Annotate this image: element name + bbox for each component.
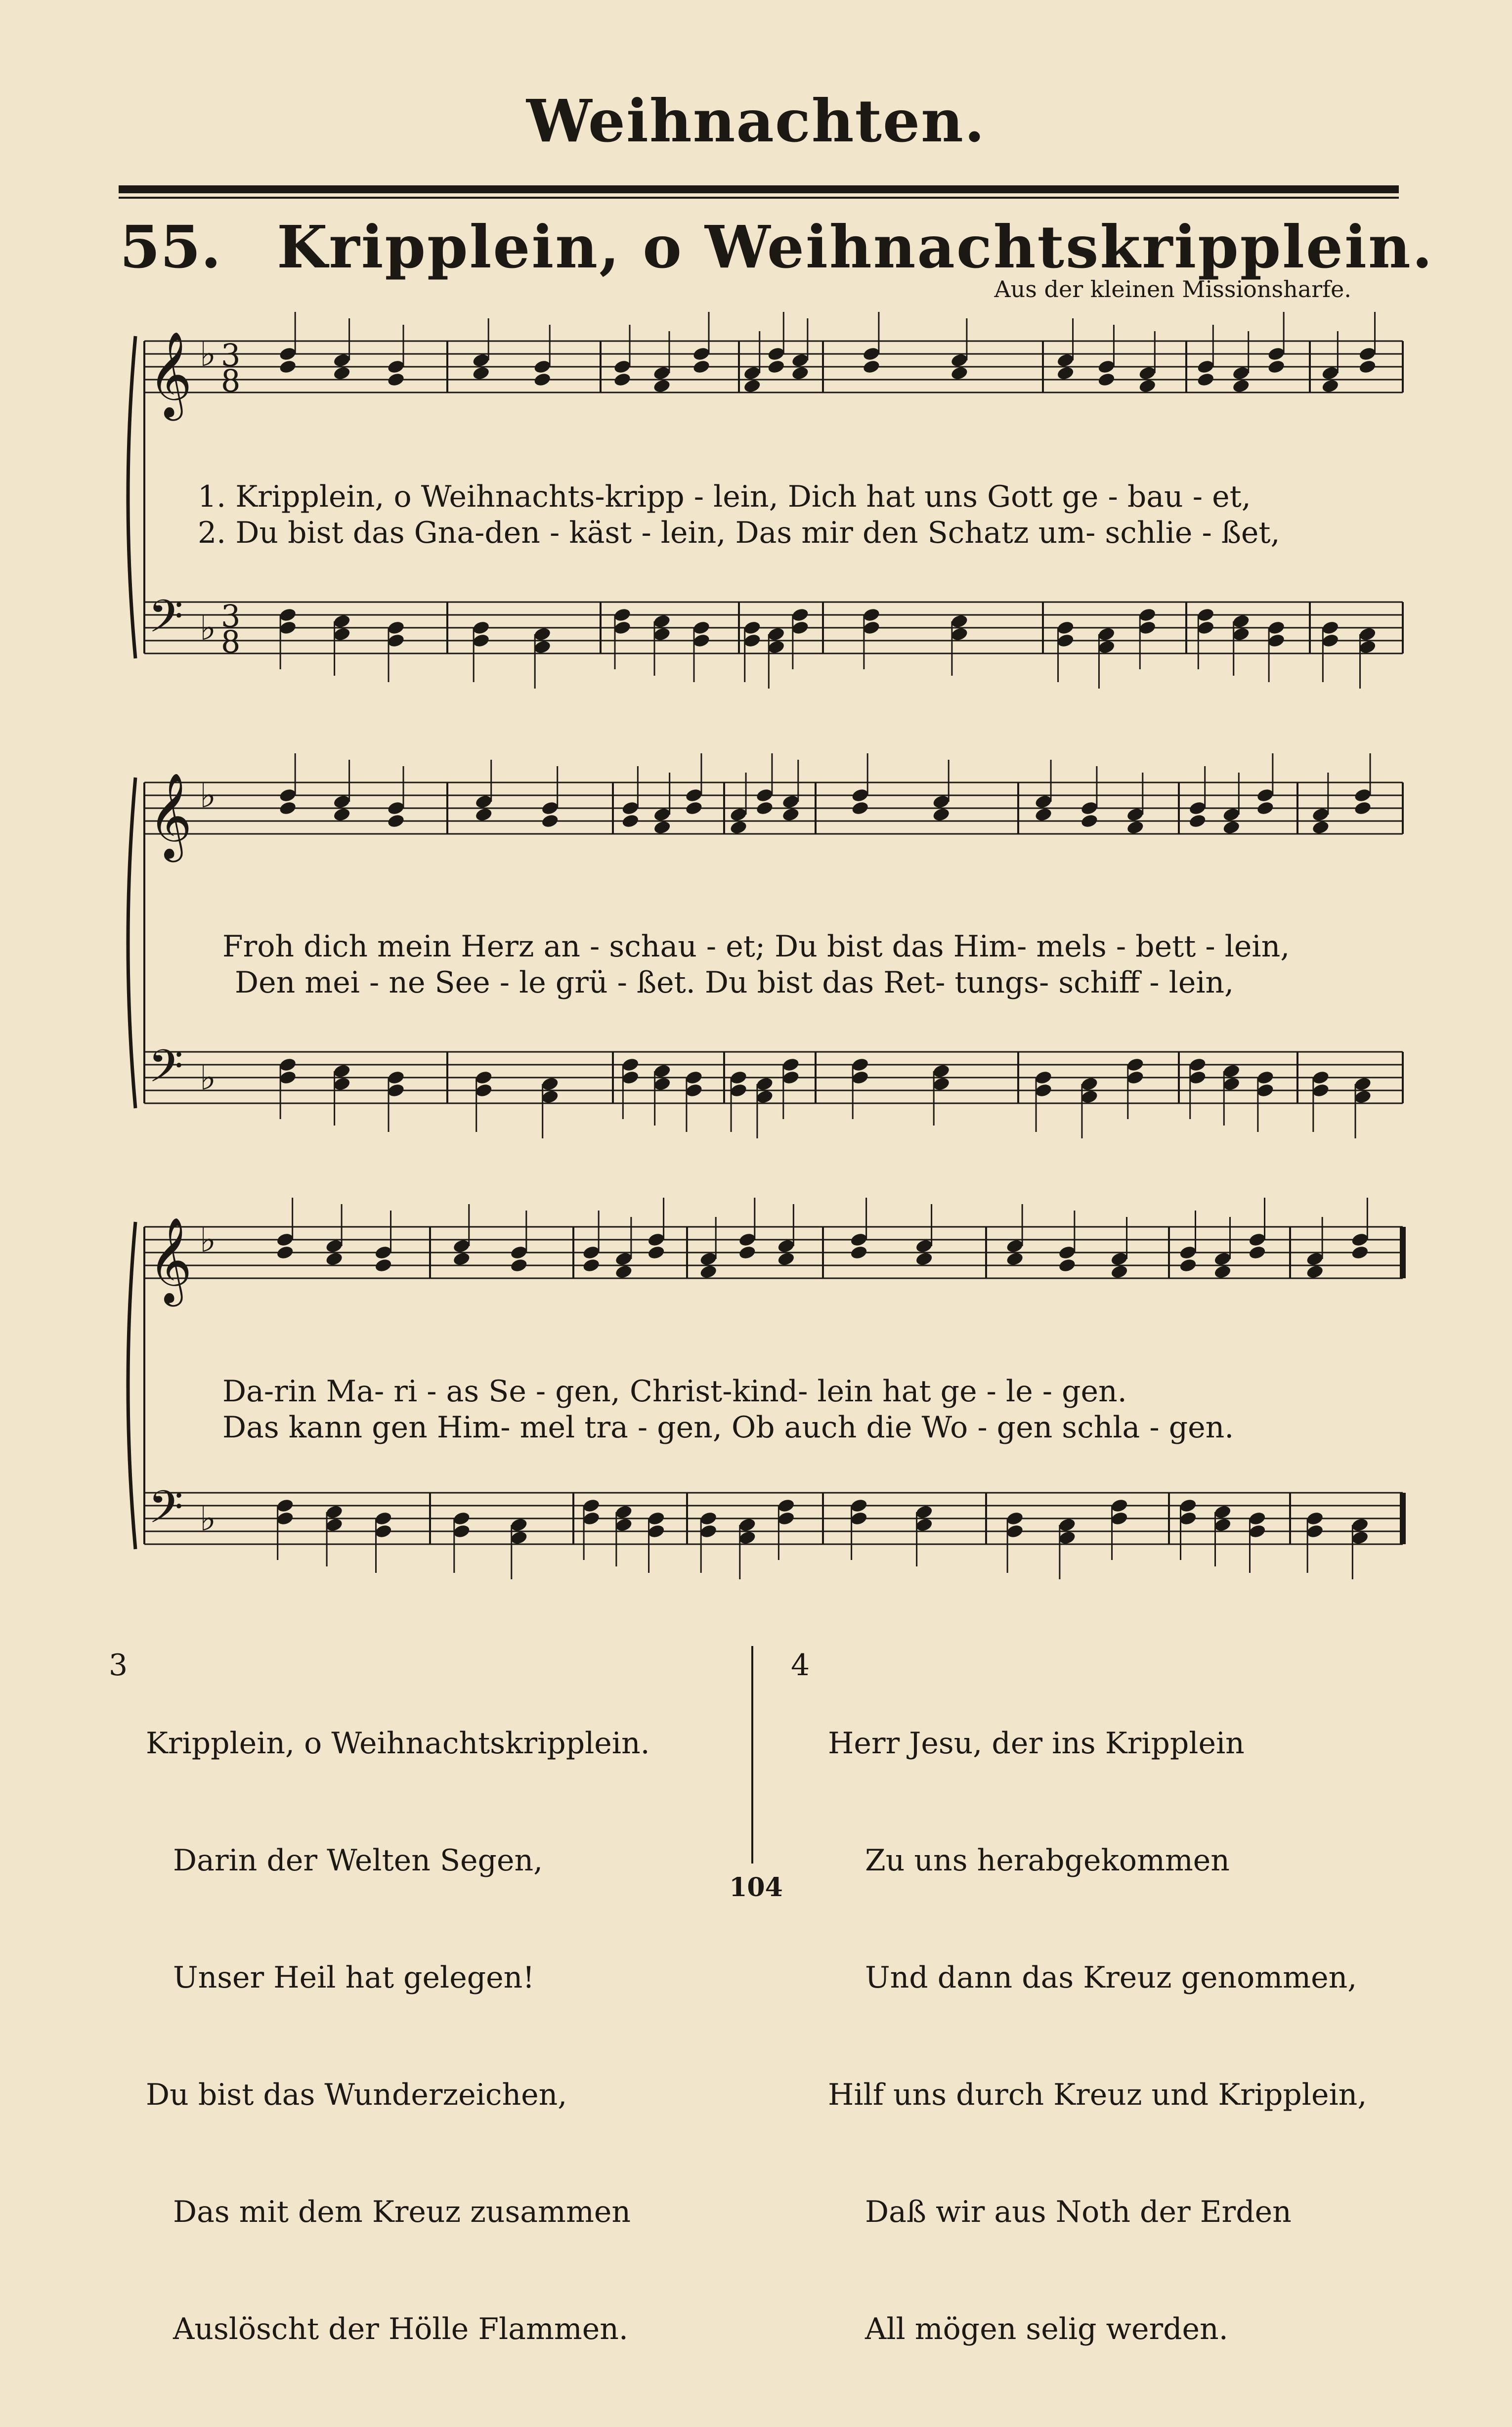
notehead (1034, 807, 1053, 823)
notehead (1248, 1232, 1267, 1248)
notehead (1056, 365, 1075, 381)
notehead (278, 620, 297, 636)
notehead (533, 626, 552, 642)
notehead (276, 1245, 295, 1260)
notehead (755, 787, 774, 803)
song-source: Aus der kleinen Missionsharfe. (994, 276, 1351, 303)
notehead (699, 1523, 718, 1539)
notehead (1358, 626, 1377, 642)
notehead (374, 1523, 393, 1539)
notehead (1351, 1517, 1370, 1533)
notehead (613, 372, 632, 388)
notehead (791, 352, 810, 368)
song-number: 55. (120, 213, 221, 281)
notehead (685, 1083, 703, 1098)
notehead (1311, 807, 1330, 823)
notehead (699, 1264, 718, 1280)
notehead (1222, 807, 1241, 823)
notehead (325, 1251, 344, 1267)
notehead (647, 1245, 666, 1260)
bass-clef-icon: 𝄢 (148, 1040, 183, 1103)
notehead (653, 1076, 672, 1092)
notehead (950, 613, 969, 629)
stanza-line: Unser Heil hat gelegen! (173, 1960, 535, 1995)
notehead (333, 365, 351, 381)
flat-icon: ♭ (200, 334, 216, 374)
notehead (1232, 626, 1251, 642)
notehead (767, 639, 785, 655)
notehead (325, 1504, 344, 1520)
notehead (777, 1498, 796, 1514)
notehead (915, 1517, 934, 1533)
notehead (1056, 352, 1075, 368)
notehead (278, 607, 297, 623)
notehead (1080, 813, 1099, 829)
notehead (767, 359, 785, 375)
notehead (1353, 800, 1372, 816)
notehead (781, 807, 800, 823)
brace (128, 336, 135, 658)
notehead (1110, 1498, 1129, 1514)
notehead (1179, 1511, 1198, 1526)
notehead (915, 1238, 934, 1254)
notehead (1222, 820, 1241, 835)
notehead (475, 1070, 493, 1085)
notehead (1232, 365, 1251, 381)
notehead (1138, 365, 1157, 381)
notehead (278, 359, 297, 375)
time-signature-numerator: 3 (221, 598, 241, 634)
notehead (387, 633, 405, 649)
notehead (387, 359, 405, 375)
notehead (533, 639, 552, 655)
notehead (278, 800, 297, 816)
time-signature-denominator: 8 (221, 624, 241, 660)
notehead (1005, 1523, 1024, 1539)
stanza-3 (146, 1646, 650, 2427)
notehead (1179, 1498, 1198, 1514)
notehead (1126, 807, 1145, 823)
stanza-line: Kripplein, o Weihnachtskripplein. (146, 1726, 650, 1761)
notehead (333, 807, 351, 823)
song-title: Kripplein, o Weihnachtskripplein. (277, 213, 1434, 281)
notehead (699, 1511, 718, 1526)
brace (128, 1222, 135, 1549)
notehead (850, 1245, 868, 1260)
notehead (1126, 820, 1145, 835)
stanza-line: Das mit dem Kreuz zusammen (173, 2195, 631, 2229)
notehead (777, 1511, 796, 1526)
notehead (621, 800, 640, 816)
notehead (325, 1517, 344, 1533)
lyric-line-s2-v1: Froh dich mein Herz an - schau - et; Du bist das Him- mels - bett - lein, (222, 929, 1290, 964)
notehead (685, 787, 703, 803)
notehead (1110, 1251, 1129, 1267)
notehead (613, 607, 632, 623)
notehead (1232, 378, 1251, 394)
notehead (791, 365, 810, 381)
brace (128, 778, 135, 1108)
notehead (1126, 1070, 1145, 1085)
notehead (333, 613, 351, 629)
notehead (1196, 372, 1215, 388)
notehead (278, 346, 297, 362)
notehead (932, 1076, 950, 1092)
notehead (1097, 359, 1116, 375)
notehead (387, 813, 405, 829)
notehead (862, 346, 881, 362)
notehead (1138, 620, 1157, 636)
lyric-line-s3-v2: Das kann gen Him- mel tra - gen, Ob auch die Wo - gen schla - gen. (222, 1410, 1234, 1445)
notehead (1034, 1083, 1053, 1098)
notehead (1080, 1089, 1099, 1105)
notehead (1311, 1070, 1330, 1085)
notehead (699, 1251, 718, 1267)
notehead (333, 352, 351, 368)
notehead (1213, 1251, 1232, 1267)
notehead (510, 1257, 528, 1273)
stanza-line: Hilf uns durch Kreuz und Kripplein, (828, 2078, 1367, 2112)
notehead (1267, 620, 1286, 636)
notehead (791, 607, 810, 623)
treble-clef-icon: 𝄞 (148, 331, 192, 417)
notehead (387, 1083, 405, 1098)
notehead (743, 378, 762, 394)
flat-icon: ♭ (200, 1498, 216, 1539)
notehead (1080, 800, 1099, 816)
notehead (781, 794, 800, 810)
notehead (850, 1511, 868, 1526)
notehead (472, 633, 490, 649)
notehead (647, 1511, 666, 1526)
notehead (1213, 1517, 1232, 1533)
notehead (1256, 1070, 1275, 1085)
flat-icon: ♭ (200, 607, 216, 648)
notehead (475, 794, 493, 810)
page-number: 104 (729, 1872, 783, 1903)
notehead (738, 1530, 757, 1546)
notehead (582, 1511, 601, 1526)
notehead (1353, 1076, 1372, 1092)
notehead (738, 1232, 757, 1248)
notehead (475, 1083, 493, 1098)
notehead (1188, 1070, 1207, 1085)
notehead (333, 794, 351, 810)
notehead (333, 1063, 351, 1079)
notehead (1213, 1504, 1232, 1520)
notehead (533, 372, 552, 388)
lyric-line-s1-v2: 2. Du bist das Gna-den - käst - lein, Das mir den Schatz um- schlie - ßet, (198, 516, 1280, 550)
notehead (452, 1523, 471, 1539)
notehead (1058, 1530, 1077, 1546)
notehead (862, 359, 881, 375)
stanza-line: Herr Jesu, der ins Kripplein (828, 1726, 1245, 1761)
notehead (743, 633, 762, 649)
stanza-divider (751, 1646, 753, 1864)
notehead (1351, 1530, 1370, 1546)
notehead (387, 1070, 405, 1085)
notehead (1056, 633, 1075, 649)
notehead (791, 620, 810, 636)
notehead (653, 807, 672, 823)
notehead (1222, 1076, 1241, 1092)
notehead (1196, 607, 1215, 623)
notehead (781, 1057, 800, 1073)
notehead (850, 1232, 868, 1248)
notehead (653, 1063, 672, 1079)
notehead (692, 346, 711, 362)
notehead (851, 787, 869, 803)
notehead (755, 1076, 774, 1092)
notehead (278, 1057, 297, 1073)
notehead (374, 1245, 393, 1260)
notehead (1196, 359, 1215, 375)
notehead (862, 607, 881, 623)
notehead (1305, 1511, 1324, 1526)
notehead (1097, 639, 1116, 655)
notehead (1232, 613, 1251, 629)
time-signature-numerator: 3 (221, 337, 241, 373)
notehead (1267, 359, 1286, 375)
stanza-number-3: 3 (109, 1648, 128, 1683)
notehead (729, 1083, 748, 1098)
treble-clef-icon: 𝄞 (148, 1217, 192, 1303)
notehead (621, 813, 640, 829)
notehead (541, 1089, 560, 1105)
notehead (729, 1070, 748, 1085)
notehead (1138, 378, 1157, 394)
notehead (1267, 346, 1286, 362)
notehead (387, 800, 405, 816)
notehead (692, 620, 711, 636)
notehead (1034, 1070, 1053, 1085)
notehead (387, 620, 405, 636)
notehead (621, 1070, 640, 1085)
notehead (777, 1251, 796, 1267)
notehead (781, 1070, 800, 1085)
notehead (510, 1517, 528, 1533)
notehead (614, 1517, 633, 1533)
notehead (1138, 607, 1157, 623)
notehead (325, 1238, 344, 1254)
stanza-line: Darin der Welten Segen, (173, 1843, 543, 1878)
notehead (582, 1498, 601, 1514)
notehead (743, 620, 762, 636)
notehead (1058, 1517, 1077, 1533)
flat-icon: ♭ (200, 1057, 216, 1098)
notehead (510, 1530, 528, 1546)
bass-clef-icon: 𝄢 (148, 1481, 183, 1544)
notehead (1034, 794, 1053, 810)
notehead (333, 626, 351, 642)
notehead (278, 1070, 297, 1085)
notehead (1305, 1251, 1324, 1267)
notehead (738, 1245, 757, 1260)
notehead (472, 352, 490, 368)
notehead (613, 359, 632, 375)
stanza-line: Daß wir aus Noth der Erden (865, 2195, 1292, 2229)
notehead (1248, 1511, 1267, 1526)
notehead (1080, 1076, 1099, 1092)
notehead (1058, 1257, 1077, 1273)
notehead (1126, 1057, 1145, 1073)
section-title: Weihnachten. (526, 87, 986, 155)
notehead (1179, 1245, 1198, 1260)
notehead (685, 1070, 703, 1085)
notehead (387, 372, 405, 388)
notehead (276, 1232, 295, 1248)
flat-icon: ♭ (200, 1219, 216, 1260)
lyric-line-s3-v1: Da-rin Ma- ri - as Se - gen, Christ-kind- lein hat ge - le - gen. (222, 1374, 1127, 1409)
notehead (1188, 813, 1207, 829)
notehead (1305, 1264, 1324, 1280)
notehead (452, 1511, 471, 1526)
notehead (472, 620, 490, 636)
notehead (915, 1251, 934, 1267)
notehead (1056, 620, 1075, 636)
notehead (932, 807, 950, 823)
notehead (614, 1264, 633, 1280)
notehead (862, 620, 881, 636)
lyric-line-s1-v1: 1. Kripplein, o Weihnachts-kripp - lein, Dich hat uns Gott ge - bau - et, (198, 479, 1251, 514)
notehead (729, 807, 748, 823)
notehead (729, 820, 748, 835)
notehead (1005, 1251, 1024, 1267)
notehead (685, 800, 703, 816)
notehead (1321, 633, 1340, 649)
notehead (1222, 1063, 1241, 1079)
stanza-number-4: 4 (791, 1648, 810, 1683)
notehead (621, 1057, 640, 1073)
time-signature-denominator: 8 (221, 363, 241, 399)
notehead (475, 807, 493, 823)
notehead (1256, 1083, 1275, 1098)
notehead (692, 359, 711, 375)
notehead (1110, 1264, 1129, 1280)
notehead (1353, 787, 1372, 803)
notehead (582, 1245, 601, 1260)
notehead (452, 1238, 471, 1254)
notehead (1311, 820, 1330, 835)
notehead (851, 1070, 869, 1085)
notehead (950, 626, 969, 642)
notehead (614, 1504, 633, 1520)
notehead (950, 365, 969, 381)
notehead (1005, 1511, 1024, 1526)
notehead (1321, 378, 1340, 394)
notehead (1179, 1257, 1198, 1273)
notehead (652, 378, 671, 394)
notehead (850, 1498, 868, 1514)
stanza-line: Du bist das Wunderzeichen, (146, 2078, 567, 2112)
notehead (333, 1076, 351, 1092)
notehead (652, 626, 671, 642)
notehead (1097, 372, 1116, 388)
notehead (1058, 1245, 1077, 1260)
notehead (276, 1511, 295, 1526)
notehead (1311, 1083, 1330, 1098)
bass-clef-icon: 𝄢 (148, 590, 183, 653)
notehead (1248, 1523, 1267, 1539)
notehead (613, 620, 632, 636)
notehead (541, 1076, 560, 1092)
notehead (932, 794, 950, 810)
notehead (738, 1517, 757, 1533)
notehead (767, 346, 785, 362)
notehead (1188, 1057, 1207, 1073)
notehead (950, 352, 969, 368)
stanza-line: Und dann das Kreuz genommen, (865, 1960, 1357, 1995)
notehead (472, 365, 490, 381)
notehead (1358, 346, 1377, 362)
notehead (452, 1251, 471, 1267)
notehead (652, 613, 671, 629)
notehead (1305, 1523, 1324, 1539)
notehead (510, 1245, 528, 1260)
notehead (647, 1232, 666, 1248)
notehead (374, 1511, 393, 1526)
notehead (1248, 1245, 1267, 1260)
notehead (541, 800, 560, 816)
stanza-line: All mögen selig werden. (865, 2312, 1228, 2346)
notehead (851, 800, 869, 816)
notehead (932, 1063, 950, 1079)
notehead (1353, 1089, 1372, 1105)
notehead (652, 365, 671, 381)
notehead (1351, 1245, 1370, 1260)
notehead (1321, 365, 1340, 381)
notehead (755, 800, 774, 816)
notehead (692, 633, 711, 649)
treble-clef-icon: 𝄞 (148, 773, 192, 859)
notehead (777, 1238, 796, 1254)
notehead (276, 1498, 295, 1514)
notehead (653, 820, 672, 835)
notehead (1005, 1238, 1024, 1254)
notehead (1110, 1511, 1129, 1526)
notehead (1267, 633, 1286, 649)
notehead (647, 1523, 666, 1539)
stanza-4 (828, 1646, 1367, 2427)
flat-icon: ♭ (200, 775, 216, 816)
notehead (1351, 1232, 1370, 1248)
notehead (582, 1257, 601, 1273)
notehead (614, 1251, 633, 1267)
notehead (278, 787, 297, 803)
notehead (1213, 1264, 1232, 1280)
notehead (1321, 620, 1340, 636)
notehead (1256, 787, 1275, 803)
notehead (541, 813, 560, 829)
notehead (755, 1089, 774, 1105)
notehead (1188, 800, 1207, 816)
notehead (1097, 626, 1116, 642)
notehead (915, 1504, 934, 1520)
stanza-line: Zu uns herabgekommen (865, 1843, 1230, 1878)
lyric-line-s2-v2: Den mei - ne See - le grü - ßet. Du bist das Ret- tungs- schiff - lein, (235, 965, 1234, 1000)
notehead (533, 359, 552, 375)
stanza-line: Auslöscht der Hölle Flammen. (173, 2312, 628, 2346)
notehead (851, 1057, 869, 1073)
notehead (743, 365, 762, 381)
notehead (1358, 639, 1377, 655)
notehead (1256, 800, 1275, 816)
notehead (374, 1257, 393, 1273)
notehead (1358, 359, 1377, 375)
notehead (767, 626, 785, 642)
notehead (1196, 620, 1215, 636)
